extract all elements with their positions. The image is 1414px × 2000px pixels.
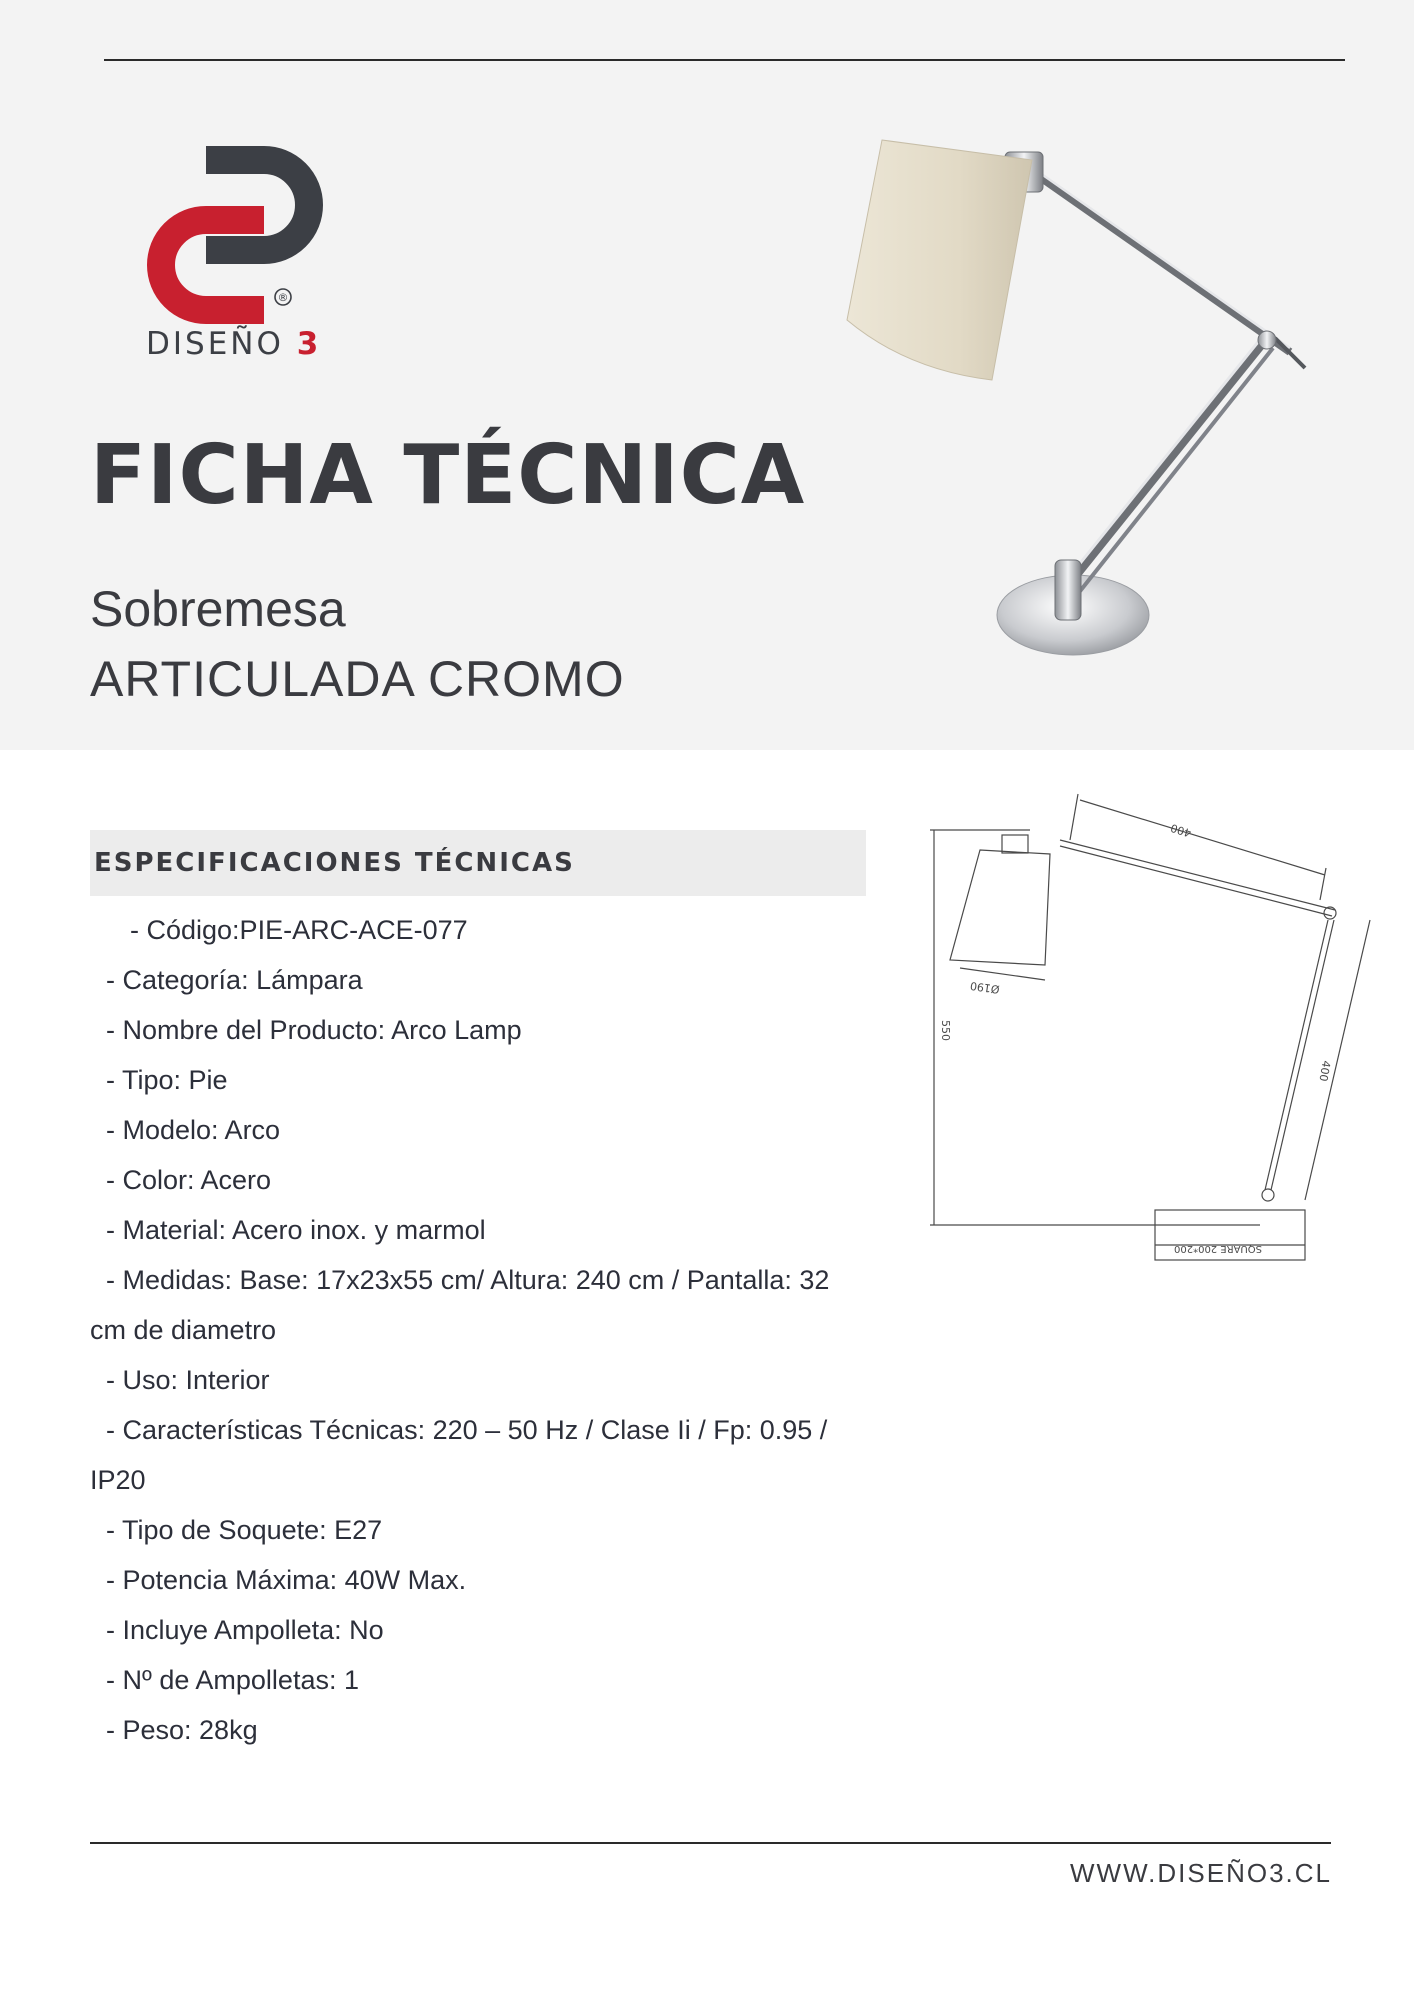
drawing-lower-arm-2: [1271, 920, 1334, 1190]
brand-name-number: 3: [296, 326, 322, 362]
spec-socket: - Tipo de Soquete: E27: [106, 1515, 383, 1545]
lamp-joint-top: [1258, 331, 1276, 349]
spec-bulb-included: - Incluye Ampolleta: No: [106, 1615, 384, 1645]
drawing-arm-dim-tick-l: [1070, 794, 1078, 840]
top-divider: [104, 59, 1345, 61]
drawing-arm-dim-line: [1080, 800, 1325, 875]
drawing-lower-arm-dim: [1305, 920, 1370, 1200]
drawing-arm-dim-tick-r: [1320, 868, 1326, 900]
logo-dark-arc: [206, 160, 309, 250]
spec-max-power: - Potencia Máxima: 40W Max.: [106, 1565, 467, 1595]
lamp-upper-arm-highlight: [1030, 166, 1290, 348]
drawing-upper-arm: [1060, 840, 1335, 910]
brand-name: [146, 326, 321, 362]
drawing-shade-dim: [960, 968, 1045, 980]
spec-code: - Código:PIE-ARC-ACE-077: [130, 915, 468, 945]
lamp-upper-arm: [1030, 170, 1290, 352]
bottom-divider: [90, 1842, 1331, 1844]
drawing-shade-dim-label: Ø190: [969, 978, 1001, 996]
spec-weight: - Peso: 28kg: [106, 1715, 258, 1745]
lamp-lower-arm: [1060, 340, 1265, 595]
spec-material: - Material: Acero inox. y marmol: [106, 1215, 486, 1245]
page-title: FICHA TÉCNICA: [90, 428, 806, 523]
drawing-arm-dim-label: 400: [1168, 820, 1193, 840]
drawing-joint-bottom: [1262, 1189, 1274, 1201]
spec-type: - Tipo: Pie: [106, 1065, 228, 1095]
drawing-base-label: SQUARE 200*200: [1174, 1243, 1262, 1254]
spec-category: - Categoría: Lámpara: [106, 965, 363, 995]
registered-mark: ®: [277, 291, 289, 304]
spec-dimensions: - Medidas: Base: 17x23x55 cm/ Altura: 240 cm / Pantalla: 32: [106, 1265, 830, 1295]
drawing-shade: [950, 850, 1050, 965]
spec-dimensions-cont: cm de diametro: [90, 1315, 277, 1345]
spec-technical: - Características Técnicas: 220 – 50 Hz / Clase Ii / Fp: 0.95 /: [106, 1415, 828, 1445]
lamp-shade: [847, 140, 1032, 380]
spec-color: - Color: Acero: [106, 1165, 272, 1195]
lamp-upper-arm-end: [1275, 338, 1305, 368]
drawing-lower-arm-dim-label: 400: [1316, 1059, 1333, 1083]
lamp-product-image: [835, 130, 1315, 670]
specs-list: [90, 905, 950, 1755]
specs-heading: ESPECIFICACIONES TÉCNICAS: [94, 848, 575, 878]
logo-red-arc: [161, 220, 264, 310]
technical-drawing: [930, 790, 1333, 1265]
lamp-lower-arm-highlight: [1057, 337, 1262, 592]
product-subtitle-line1: Sobremesa: [90, 581, 346, 637]
brand-name-prefix: DISEÑO: [146, 326, 284, 362]
website-url[interactable]: WWW.DISEÑO3.CL: [1069, 1858, 1332, 1888]
spec-model: - Modelo: Arco: [106, 1115, 281, 1145]
spec-bulb-count: - Nº de Ampolletas: 1: [106, 1665, 359, 1695]
drawing-shade-cap: [1002, 835, 1028, 853]
spec-technical-cont: IP20: [90, 1465, 146, 1495]
spec-product-name: - Nombre del Producto: Arco Lamp: [106, 1015, 522, 1045]
drawing-lower-arm: [1265, 920, 1328, 1190]
product-subtitle-line2: ARTICULADA CROMO: [90, 651, 625, 707]
spec-use: - Uso: Interior: [106, 1365, 270, 1395]
drawing-height-dim-label: 550: [939, 1020, 952, 1041]
lamp-lower-arm-2: [1073, 348, 1273, 600]
lamp-joint-base: [1055, 560, 1081, 620]
drawing-upper-arm-2: [1060, 846, 1332, 916]
